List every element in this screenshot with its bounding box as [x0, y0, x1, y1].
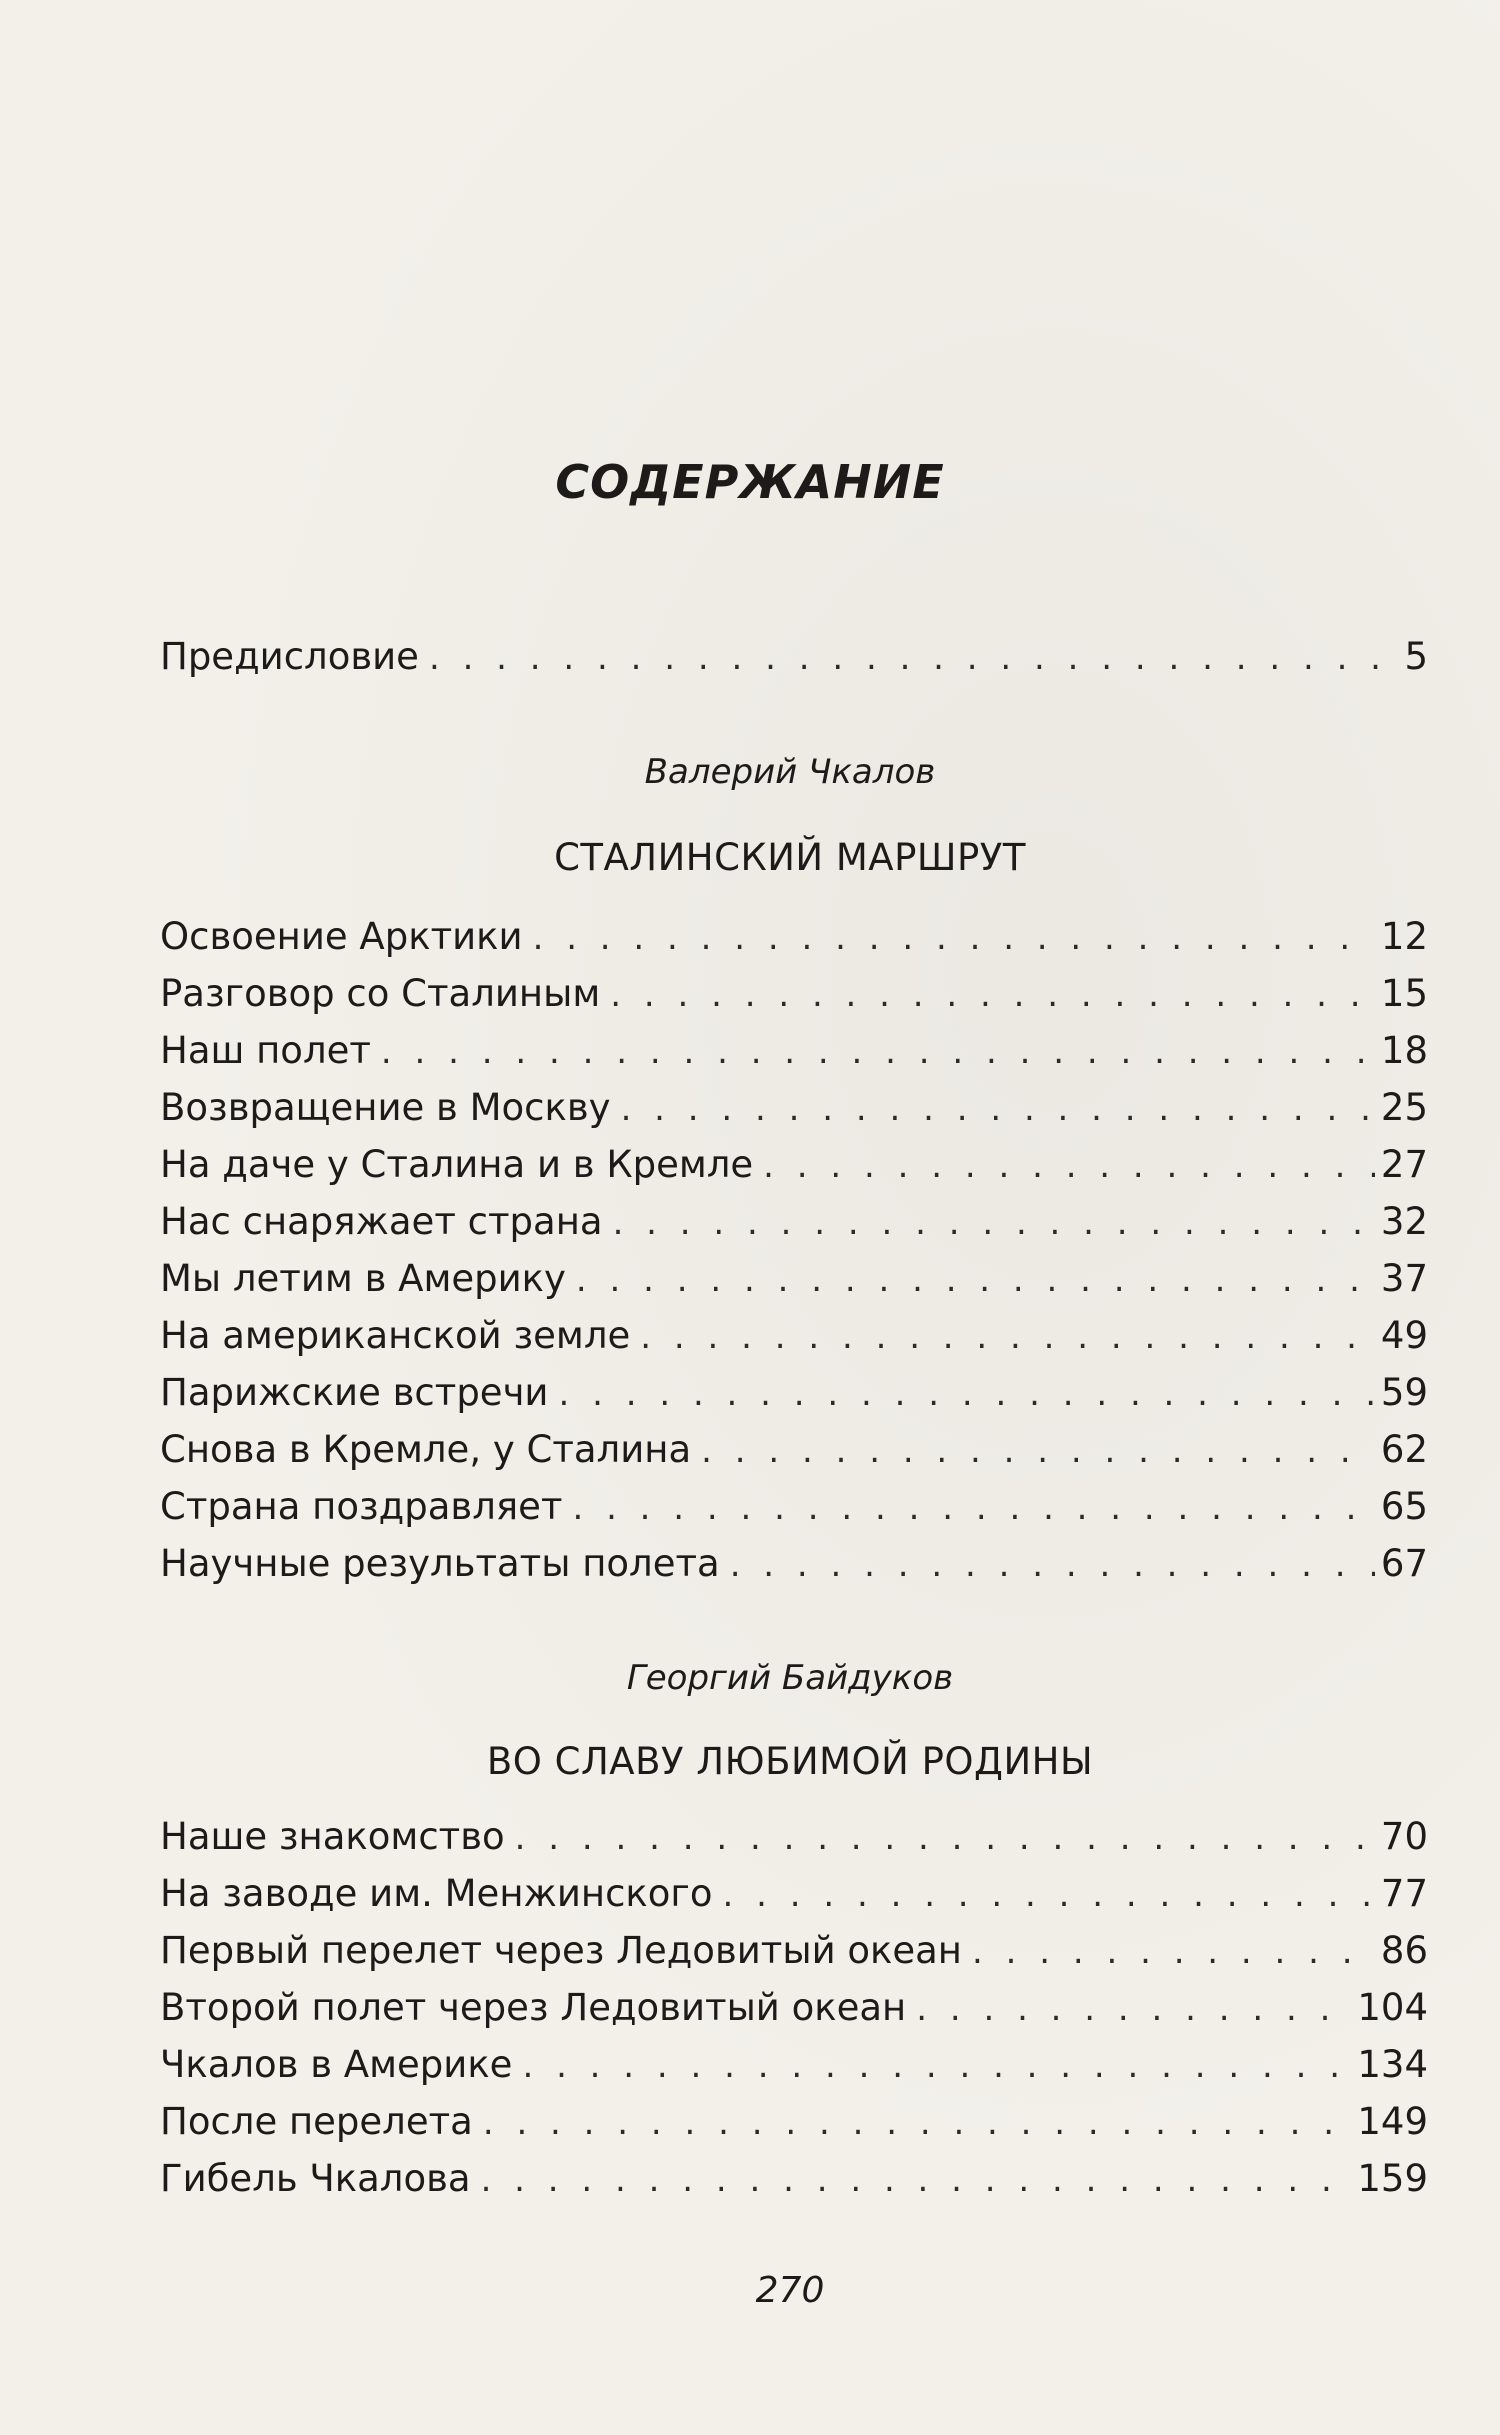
toc-leader-dots	[763, 1146, 1375, 1186]
toc-entry-page: 149	[1357, 2100, 1428, 2143]
toc-entry	[160, 1542, 1428, 1599]
toc-entry-page: 12	[1380, 915, 1428, 958]
toc-entry-page: 15	[1380, 972, 1428, 1015]
toc-entry-page: 67	[1380, 1542, 1428, 1585]
toc-leader-dots	[613, 1203, 1375, 1243]
toc-entry-page: 37	[1380, 1257, 1428, 1300]
toc-entry	[160, 635, 1428, 692]
toc-entry-page: 59	[1380, 1371, 1428, 1414]
toc-entry-label: Возвращение в Москву	[160, 1086, 611, 1129]
toc-leader-dots	[481, 2160, 1352, 2200]
toc-entry-page: 5	[1404, 635, 1428, 678]
toc-entry-label: Второй полет через Ледовитый океан	[160, 1986, 907, 2029]
toc-leader-dots	[515, 1818, 1375, 1858]
toc-leader-dots	[558, 1374, 1374, 1414]
toc-entry	[160, 2157, 1428, 2214]
toc-entry-page: 86	[1380, 1929, 1428, 1972]
toc-entry-page: 27	[1380, 1143, 1428, 1186]
toc-leader-dots	[483, 2103, 1352, 2143]
toc-entry-page: 65	[1380, 1485, 1428, 1528]
toc-entry-label: Чкалов в Америке	[160, 2043, 513, 2086]
toc-entry	[160, 1428, 1428, 1485]
toc-entry-label: Гибель Чкалова	[160, 2157, 471, 2200]
toc-entry-label: Наше знакомство	[160, 1815, 505, 1858]
toc-leader-dots	[730, 1545, 1375, 1585]
toc-entry-label: На даче у Сталина и в Кремле	[160, 1143, 754, 1186]
toc-entry	[160, 1086, 1428, 1143]
toc-leader-dots	[381, 1032, 1375, 1072]
toc-entry-label: После перелета	[160, 2100, 473, 2143]
toc-entry-page: 77	[1380, 1872, 1428, 1915]
toc-entry-page: 18	[1380, 1029, 1428, 1072]
toc-leader-dots	[916, 1989, 1351, 2029]
toc-entry	[160, 1485, 1428, 1542]
part1-title: СТАЛИНСКИЙ МАРШРУТ	[554, 836, 1026, 879]
toc-entry-label: Нас снаряжает страна	[160, 1200, 603, 1243]
toc-entry	[160, 972, 1428, 1029]
toc-entry	[160, 1200, 1428, 1257]
toc-preface	[160, 635, 1428, 692]
part2-author: Георгий Байдуков	[626, 1658, 954, 1698]
toc-entry-page: 159	[1357, 2157, 1428, 2200]
toc-entry	[160, 2100, 1428, 2157]
toc-leader-dots	[621, 1089, 1375, 1129]
toc-entry-label: На американской земле	[160, 1314, 631, 1357]
toc-entry-label: Снова в Кремле, у Сталина	[160, 1428, 692, 1471]
toc-entry-label: Освоение Арктики	[160, 915, 523, 958]
toc-entry	[160, 1872, 1428, 1929]
toc-entry-page: 104	[1357, 1986, 1428, 2029]
toc-entry-page: 32	[1380, 1200, 1428, 1243]
toc-entry	[160, 1815, 1428, 1872]
toc-entry-label: Разговор со Сталиным	[160, 972, 601, 1015]
toc-title: СОДЕРЖАНИЕ	[555, 455, 945, 509]
part1-author: Валерий Чкалов	[644, 752, 936, 792]
part2-entries	[160, 1815, 1428, 2214]
toc-entry-label: Предисловие	[160, 635, 419, 678]
toc-leader-dots	[572, 1488, 1374, 1528]
toc-entry-label: Страна поздравляет	[160, 1485, 563, 1528]
toc-leader-dots	[429, 638, 1399, 678]
toc-leader-dots	[533, 918, 1375, 958]
toc-entry	[160, 1929, 1428, 1986]
toc-leader-dots	[701, 1431, 1375, 1471]
toc-entry	[160, 2043, 1428, 2100]
toc-leader-dots	[972, 1932, 1375, 1972]
toc-entry-page: 62	[1380, 1428, 1428, 1471]
toc-entry-page: 70	[1380, 1815, 1428, 1858]
toc-entry-label: Парижские встречи	[160, 1371, 549, 1414]
part1-entries	[160, 915, 1428, 1599]
toc-entry	[160, 915, 1428, 972]
toc-entry	[160, 1257, 1428, 1314]
toc-leader-dots	[522, 2046, 1351, 2086]
page-number: 270	[755, 2270, 825, 2311]
toc-entry-label: Наш полет	[160, 1029, 371, 1072]
toc-entry-page: 49	[1380, 1314, 1428, 1357]
toc-entry	[160, 1371, 1428, 1428]
toc-entry	[160, 1143, 1428, 1200]
toc-entry	[160, 1314, 1428, 1371]
toc-leader-dots	[610, 975, 1375, 1015]
toc-entry-label: На заводе им. Менжинского	[160, 1872, 713, 1915]
toc-leader-dots	[723, 1875, 1375, 1915]
toc-leader-dots	[576, 1260, 1375, 1300]
toc-entry	[160, 1029, 1428, 1086]
toc-entry-label: Первый перелет через Ледовитый океан	[160, 1929, 962, 1972]
toc-entry-page: 134	[1357, 2043, 1428, 2086]
toc-entry	[160, 1986, 1428, 2043]
part2-title: ВО СЛАВУ ЛЮБИМОЙ РОДИНЫ	[486, 1740, 1094, 1783]
toc-entry-page: 25	[1380, 1086, 1428, 1129]
toc-entry-label: Научные результаты полета	[160, 1542, 720, 1585]
toc-entry-label: Мы летим в Америку	[160, 1257, 566, 1300]
toc-leader-dots	[640, 1317, 1375, 1357]
